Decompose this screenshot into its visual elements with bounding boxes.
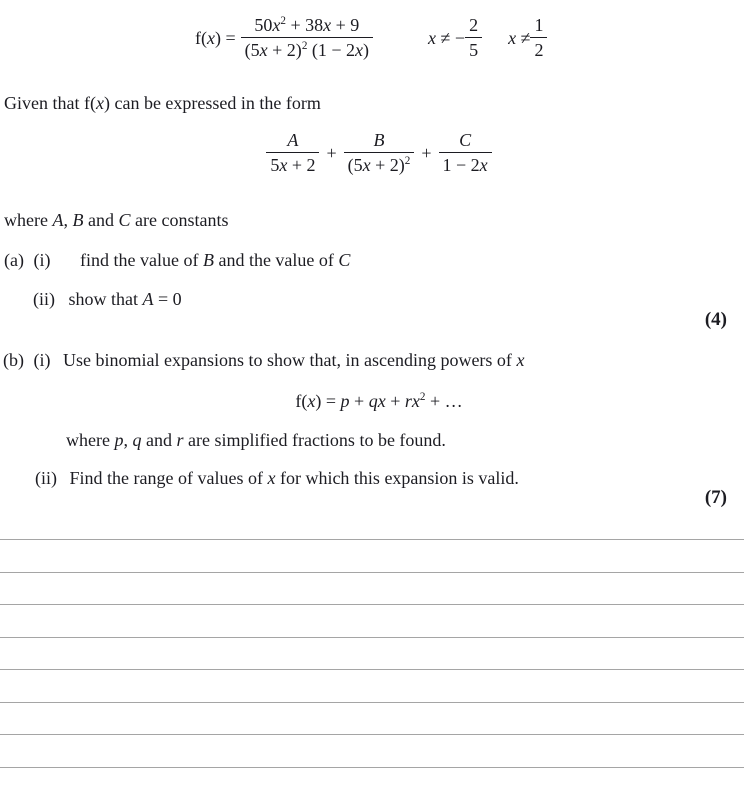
math-token: + 2: [287, 155, 315, 175]
math-token: x: [260, 40, 268, 60]
math-token: and the value of: [214, 250, 338, 270]
term-3-fraction: [439, 130, 492, 175]
math-token: ) =: [315, 391, 340, 411]
math-token: x: [508, 28, 516, 48]
math-token: x: [96, 93, 104, 113]
expansion-formula: [0, 390, 744, 412]
math-token: x: [378, 391, 386, 411]
math-token: = 0: [154, 289, 182, 309]
math-token: x: [267, 468, 275, 488]
header-formula: [195, 15, 547, 60]
math-token: C: [338, 250, 350, 270]
partial-fraction-form: [0, 130, 744, 175]
math-token: are constants: [131, 210, 229, 230]
domain-condition-1: [428, 15, 482, 60]
part-b-i-label: (i): [34, 350, 51, 370]
math-token: ,: [63, 210, 72, 230]
answer-lines-area: [0, 539, 744, 799]
term-1-fraction: [266, 130, 319, 175]
math-token: x: [428, 28, 436, 48]
part-a-label: (a): [4, 250, 24, 270]
where-constants-statement: [4, 209, 228, 231]
part-b-i-row: [3, 349, 524, 371]
math-token: + 2): [268, 40, 302, 60]
term-1-numerator: [283, 130, 302, 150]
math-token: 2: [280, 15, 286, 27]
domain-condition-2: [508, 15, 547, 60]
math-token: Given that f(: [4, 93, 96, 113]
condition-2-denominator: 2: [530, 40, 547, 60]
math-token: B: [72, 210, 83, 230]
part-a-i-text: [80, 250, 350, 270]
part-a-ii-text: [69, 289, 182, 309]
math-token: 50: [254, 15, 272, 35]
math-token: ): [363, 40, 369, 60]
math-token: ,: [123, 430, 132, 450]
math-token: find the value of: [80, 250, 203, 270]
math-token: (1 − 2: [307, 40, 355, 60]
fx-definition-lhs: [195, 27, 236, 49]
math-token: +: [350, 391, 369, 411]
math-token: x: [207, 28, 215, 48]
fraction-bar: [465, 37, 482, 38]
math-token: +: [386, 391, 405, 411]
math-token: where: [4, 210, 52, 230]
math-token: q: [369, 391, 378, 411]
math-token: f(: [295, 391, 307, 411]
term-2-denominator: [344, 155, 415, 175]
where-fractions-statement: [66, 429, 446, 451]
answer-line: [0, 604, 744, 637]
part-a-ii-row: [33, 288, 182, 310]
answer-line: [0, 734, 744, 767]
math-token: x: [516, 350, 524, 370]
math-token: ) =: [215, 28, 236, 48]
math-token: 2: [302, 40, 308, 52]
answer-line: [0, 637, 744, 670]
math-token: x: [412, 391, 420, 411]
math-token: (5: [348, 155, 363, 175]
math-token: + …: [425, 391, 462, 411]
part-b-i-text: [63, 350, 524, 370]
fraction-bar: [530, 37, 547, 38]
part-a-i-row: [4, 249, 350, 271]
answer-line: [0, 572, 744, 605]
math-token: ≠: [516, 28, 530, 48]
math-token: and: [83, 210, 118, 230]
part-b-ii-row: [35, 467, 519, 489]
term-1-denominator: [266, 155, 319, 175]
math-token: 5: [270, 155, 279, 175]
math-token: A: [52, 210, 63, 230]
main-fraction-numerator: [250, 15, 363, 35]
fraction-bar: [266, 152, 319, 153]
math-token: B: [373, 130, 384, 150]
math-token: C: [459, 130, 471, 150]
math-token: A: [287, 130, 298, 150]
math-token: x: [355, 40, 363, 60]
math-token: ≠ −: [436, 28, 465, 48]
part-a-i-label: (i): [33, 250, 50, 270]
math-token: show that: [69, 289, 143, 309]
condition-1-fraction: [465, 15, 482, 60]
math-token: ) can be expressed in the form: [104, 93, 321, 113]
math-token: A: [143, 289, 154, 309]
math-token: + 9: [331, 15, 359, 35]
term-3-denominator: [439, 155, 492, 175]
part-b-label: (b): [3, 350, 24, 370]
math-token: p: [341, 391, 350, 411]
math-token: r: [405, 391, 412, 411]
math-token: p: [114, 430, 123, 450]
math-token: (5: [245, 40, 260, 60]
math-token: q: [132, 430, 141, 450]
main-fraction-denominator: [241, 40, 373, 60]
math-token: x: [279, 155, 287, 175]
math-token: f(: [195, 28, 207, 48]
math-token: where: [66, 430, 114, 450]
answer-line: [0, 702, 744, 735]
main-fraction: [241, 15, 373, 60]
math-token: x: [480, 155, 488, 175]
math-token: x: [363, 155, 371, 175]
answer-line: [0, 539, 744, 572]
part-a-marks: (4): [705, 309, 727, 331]
math-token: x: [272, 15, 280, 35]
fraction-bar: [344, 152, 415, 153]
math-token: B: [203, 250, 214, 270]
term-2-fraction: [344, 130, 415, 175]
condition-2-prefix: [508, 27, 530, 49]
condition-1-prefix: [428, 27, 465, 49]
math-token: Use binomial expansions to show that, in ascending powers of: [63, 350, 516, 370]
math-token: + 2): [371, 155, 405, 175]
math-token: 2: [405, 155, 411, 167]
term-2-numerator: [369, 130, 388, 150]
math-token: 1 − 2: [443, 155, 480, 175]
fraction-bar: [241, 37, 373, 38]
math-token: are simplified fractions to be found.: [184, 430, 446, 450]
part-b-marks: (7): [705, 487, 727, 509]
math-token: for which this expansion is valid.: [275, 468, 518, 488]
part-b-ii-text: [70, 468, 519, 488]
condition-1-numerator: 2: [465, 15, 482, 35]
condition-2-fraction: [530, 15, 547, 60]
answer-line: [0, 767, 744, 799]
math-token: r: [176, 430, 183, 450]
part-a-ii-label: (ii): [33, 289, 55, 309]
plus-sign: +: [326, 142, 336, 164]
math-token: + 38: [286, 15, 323, 35]
part-b-ii-label: (ii): [35, 468, 57, 488]
condition-2-numerator: 1: [530, 15, 547, 35]
term-3-numerator: [455, 130, 475, 150]
math-token: x: [323, 15, 331, 35]
given-statement: [4, 92, 321, 114]
math-token: 2: [420, 391, 426, 403]
condition-1-denominator: 5: [465, 40, 482, 60]
math-token: C: [118, 210, 130, 230]
fraction-bar: [439, 152, 492, 153]
answer-line: [0, 669, 744, 702]
math-token: x: [307, 391, 315, 411]
math-token: Find the range of values of: [70, 468, 268, 488]
math-token: and: [141, 430, 176, 450]
plus-sign: +: [421, 142, 431, 164]
